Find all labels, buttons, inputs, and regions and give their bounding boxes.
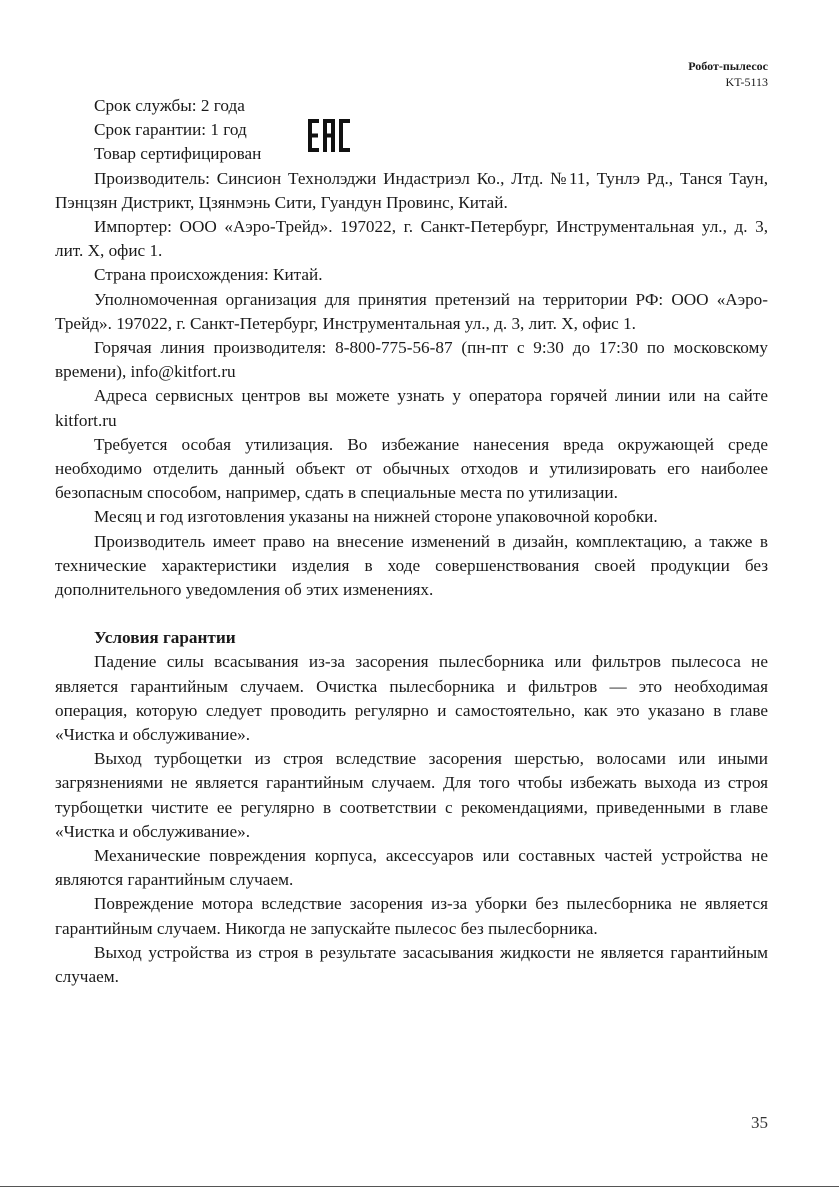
authorized-organization-paragraph: Уполномоченная организация для принятия претензий на территории РФ: ООО «Аэро-Трейд». 197022, г. Санкт-Петербург, Инструментальная ул., д. 3, лит. Х, офис 1. <box>55 289 768 333</box>
eac-mark-icon <box>308 119 350 152</box>
warranty-paragraph: Выход устройства из строя в результате засасывания жидкости не является гарантийным случаем. <box>55 942 768 987</box>
certified-note: Товар сертифицирован <box>94 144 262 164</box>
service-info-block <box>55 94 768 167</box>
product-title: Робот-пылесос <box>688 59 768 73</box>
footer-rule <box>0 1186 839 1187</box>
warranty-paragraph: Падение силы всасывания из-за засорения пылесборника или фильтров пылесоса не является гарантийным случаем. Очистка пылесборника и фильтров — это необходимая операция, которую следует проводить регулярно и самостоятельно, как это указано в главе «Чистка и обслуживание». <box>55 652 768 745</box>
warranty-period: Срок гарантии: 1 год <box>94 120 247 140</box>
warranty-conditions-heading: Условия гарантии <box>94 628 236 648</box>
design-changes-paragraph: Производитель имеет право на внесение изменений в дизайн, комплектацию, а также в технические характеристики изделия в ходе совершенствования своей продукции без дополнительного уведомления об этих изменениях. <box>55 531 768 600</box>
disposal-paragraph: Требуется особая утилизация. Во избежание нанесения вреда окружающей среде необходимо отделить данный объект от обычных отходов и утилизировать его наиболее безопасным способом, например, сдать в специальные места по утилизации. <box>55 434 768 503</box>
manufacture-date-paragraph: Месяц и год изготовления указаны на нижней стороне упаковочной коробки. <box>94 507 658 527</box>
country-of-origin-paragraph: Страна происхождения: Китай. <box>94 265 323 285</box>
manufacturer-paragraph: Производитель: Синсион Технолэджи Индастриэл Ко., Лтд. №11, Тунлэ Рд., Танся Таун, Пэнцзян Дистрикт, Цзянмэнь Сити, Гуандун Провинс, Китай. <box>55 168 768 212</box>
page-content <box>55 94 768 989</box>
running-header <box>688 58 768 90</box>
warranty-paragraph: Повреждение мотора вследствие засорения из-за уборки без пылесборника не является гарантийным случаем. Никогда не запускайте пылесос без пылесборника. <box>55 894 768 938</box>
model-number: KT-5113 <box>725 75 768 89</box>
service-life: Срок службы: 2 года <box>94 96 245 115</box>
warranty-paragraph: Механические повреждения корпуса, аксессуаров или составных частей устройства не являются гарантийным случаем. <box>55 846 768 890</box>
service-centers-paragraph: Адреса сервисных центров вы можете узнать у оператора горячей линии или на сайте kitfort.ru <box>55 386 768 430</box>
page-number: 35 <box>751 1113 768 1132</box>
importer-paragraph: Импортер: ООО «Аэро-Трейд». 197022, г. Санкт-Петербург, Инструментальная ул., д. 3, лит. Х, офис 1. <box>55 217 768 261</box>
warranty-paragraph: Выход турбощетки из строя вследствие засорения шерстью, волосами или иными загрязнениями не является гарантийным случаем. Для того чтобы избежать выхода из строя турбощетки чистите ее регулярно в соответствии с рекомендациями, приведенными в главе «Чистка и обслуживание». <box>55 749 768 841</box>
hotline-paragraph: Горячая линия производителя: 8-800-775-56-87 (пн-пт с 9:30 до 17:30 по московскому времени), info@kitfort.ru <box>55 338 768 382</box>
